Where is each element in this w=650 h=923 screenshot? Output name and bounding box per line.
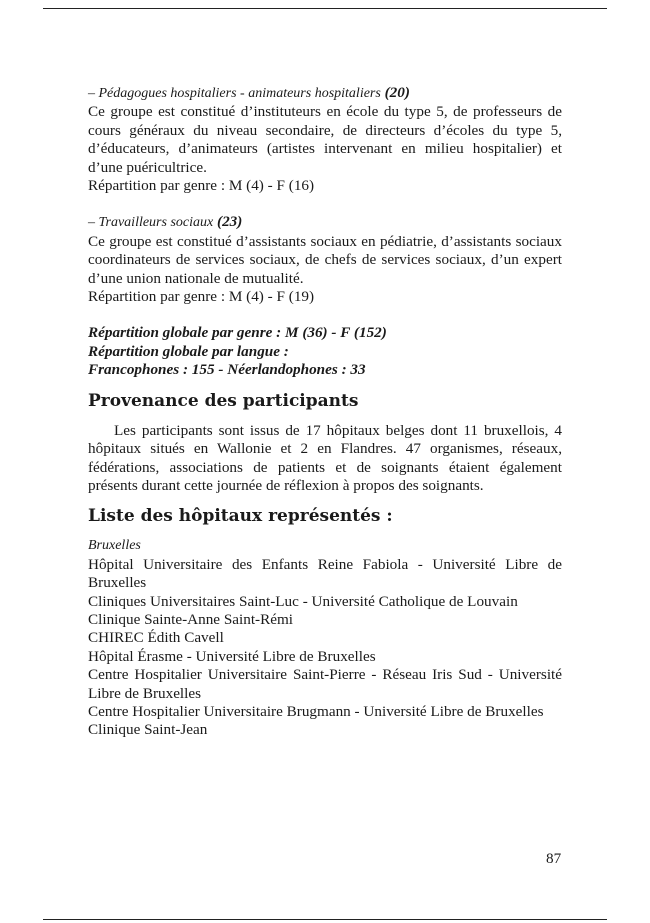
hospital-item: Centre Hospitalier Universitaire Brugmann - Université Libre de Bruxelles [88, 702, 544, 720]
spacer [88, 195, 562, 213]
hospital-item: Hôpital Érasme - Université Libre de Bruxelles [88, 647, 376, 665]
spacer [88, 527, 562, 537]
pedagogues-body: Ce groupe est constitué d’instituteurs en école du type 5, de professeurs de cours généraux du niveau secondaire, de directeurs d’écoles du type 5, d’éducateurs, d’animateurs (artistes intervenant en milieu hospitalier) et d’une puéricultrice. [88, 103, 562, 176]
hopitaux-region: Bruxelles [88, 538, 141, 554]
hopitaux-title: Liste des hôpitaux représentés : [88, 506, 393, 527]
spacer [88, 412, 562, 422]
travailleurs-heading [88, 213, 562, 232]
hospital-item: Hôpital Universitaire des Enfants Reine Fabiola - Université Libre de Bruxelles [88, 555, 562, 592]
travailleurs-gender: Répartition par genre : M (4) - F (19) [88, 288, 315, 306]
summary-langue: Répartition globale par langue : [88, 342, 289, 360]
provenance-title: Provenance des participants [88, 390, 359, 411]
travailleurs-body: Ce groupe est constitué d’assistants sociaux en pédiatrie, d’assistants sociaux coordinateurs de services sociaux, de chefs de services sociaux, d’un expert d’une union nationale de mutualité. [88, 232, 562, 287]
provenance-text: Les participants sont issus de 17 hôpitaux belges dont 11 bruxellois, 4 hôpitaux situés en Wallonie et 2 en Flandres. 47 organismes, réseaux, fédérations, associations de patients et de soignants étaient également présents durant cette journée de réflexion à propos des soignants. [88, 421, 562, 494]
bottom-rule [43, 919, 607, 920]
pedagogues-heading-text: – Pédagogues hospitaliers - animateurs hospitaliers [88, 86, 381, 101]
summary-genre: Répartition globale par genre : M (36) - F (152) [88, 324, 387, 342]
travailleurs-count: (23) [217, 213, 243, 231]
pedagogues-heading [88, 84, 562, 103]
hospital-item: Clinique Saint-Jean [88, 721, 208, 739]
spacer [88, 380, 562, 390]
hospital-item: CHIREC Édith Cavell [88, 629, 224, 647]
page-content [88, 84, 562, 740]
summary-langues-detail: Francophones : 155 - Néerlandophones : 33 [88, 361, 366, 379]
pedagogues-count: (20) [384, 84, 410, 101]
travailleurs-heading-text: – Travailleurs sociaux [88, 215, 214, 231]
hospital-item: Centre Hospitalier Universitaire Saint-Pierre - Réseau Iris Sud - Université Libre de Bruxelles [88, 666, 562, 702]
pedagogues-gender: Répartition par genre : M (4) - F (16) [88, 177, 315, 195]
spacer [88, 495, 562, 505]
top-rule [43, 8, 607, 9]
page-number: 87 [546, 850, 562, 867]
hospital-item: Clinique Sainte-Anne Saint-Rémi [88, 610, 294, 628]
spacer [88, 306, 562, 324]
hospital-item: Cliniques Universitaires Saint-Luc - Université Catholique de Louvain [88, 592, 518, 610]
